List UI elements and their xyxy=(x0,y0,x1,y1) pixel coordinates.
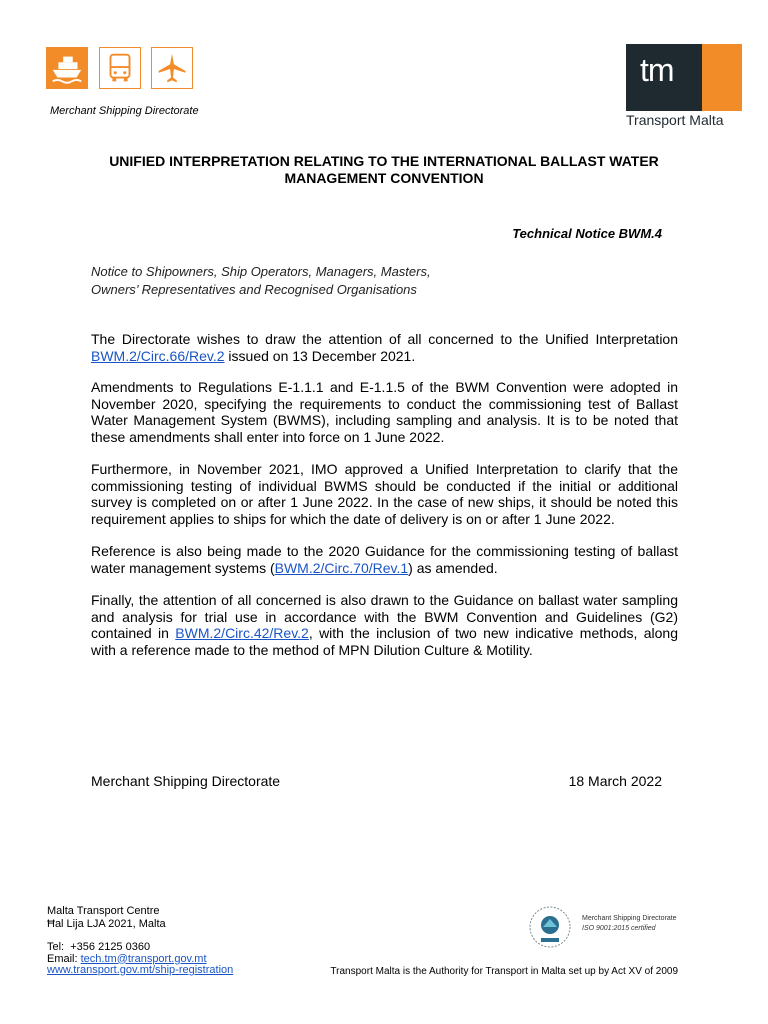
transport-malta-logo xyxy=(626,44,742,111)
airplane-icon xyxy=(151,47,193,89)
address-line2: Ħal Lija LJA 2021, Malta xyxy=(47,917,166,930)
logo-letters: tm xyxy=(640,52,674,88)
tel-value: +356 2125 0360 xyxy=(70,941,151,953)
authority-note: Transport Malta is the Authority for Transport in Malta set up by Act XV of 2009 xyxy=(330,966,678,977)
website-link[interactable]: www.transport.gov.mt/ship-registration xyxy=(47,964,234,976)
bus-icon xyxy=(99,47,141,89)
directorate-label: Merchant Shipping Directorate xyxy=(50,105,199,117)
email-label: Email: xyxy=(47,952,78,965)
notice-recipients xyxy=(91,263,431,299)
paragraph-3: Furthermore, in November 2021, IMO approved a Unified Interpretation to clarify that the commissioning testing of individual BWMS should be conducted if the initial or additional survey is completed on or after 1 June 2022. In the case of new ships, it should be noted this requirement applies to ships for which the date of delivery is on or after 1 June 2022. xyxy=(91,461,678,527)
document-title: UNIFIED INTERPRETATION RELATING TO THE INTERNATIONAL BALLAST WATER MANAGEMENT CONVENTION xyxy=(109,153,659,186)
p4-text-end: ) as amended. xyxy=(408,559,498,576)
p1-text-end: issued on 13 December 2021. xyxy=(224,347,416,364)
ship-icon xyxy=(46,47,88,89)
footer-address xyxy=(47,905,166,930)
paragraph-4 xyxy=(91,543,678,576)
link-bwm-circ42[interactable]: BWM.2/Circ.42/Rev.2 xyxy=(175,625,309,641)
notice-recipients-line2: Owners’ Representatives and Recognised Organisations xyxy=(91,282,417,297)
link-bwm-circ66[interactable]: BWM.2/Circ.66/Rev.2 xyxy=(91,347,225,364)
document-date: 18 March 2022 xyxy=(568,773,662,789)
email-link[interactable]: tech.tm@transport.gov.mt xyxy=(80,952,207,965)
paragraph-1 xyxy=(91,331,678,364)
logo-name: Transport Malta xyxy=(626,112,724,128)
certification-seal-icon xyxy=(528,905,572,949)
p4-text-start: Reference is also being made to the 2020 Guidance for the commissioning testing of ballast water management systems ( xyxy=(91,543,678,576)
link-bwm-circ70[interactable]: BWM.2/Circ.70/Rev.1 xyxy=(274,559,409,576)
paragraph-2: Amendments to Regulations E-1.1.1 and E-1.1.5 of the BWM Convention were adopted in November 2020, specifying the requirements to conduct the commissioning test of Ballast Water Management System (BWMS), including sampling and analysis. It is to be noted that these amendments shall enter into force on 1 June 2022. xyxy=(91,379,678,445)
p1-text-start: The Directorate wishes to draw the attention of all concerned to the Unified Interpretation xyxy=(91,331,678,347)
signature-directorate: Merchant Shipping Directorate xyxy=(91,773,281,789)
p5-text-end: , with the inclusion of two new indicative methods, along with a reference made to the method of MPN Dilution Culture & Motility. xyxy=(91,625,678,658)
notice-recipients-line1: Notice to Shipowners, Ship Operators, Managers, Masters, xyxy=(91,264,431,279)
paragraph-5 xyxy=(91,592,678,658)
footer-contact xyxy=(47,942,233,977)
notice-number: Technical Notice BWM.4 xyxy=(512,226,662,241)
p5-text-start: Finally, the attention of all concerned is also drawn to the Guidance on ballast water sampling and analysis for trial use in accordance with the BWM Convention and Guidelines (G2) contained in xyxy=(91,592,678,641)
cert-line1: Merchant Shipping Directorate xyxy=(582,915,677,922)
certification-text xyxy=(582,914,677,934)
cert-line2: ISO 9001:2015 certified xyxy=(582,925,656,932)
address-line1: Malta Transport Centre xyxy=(47,905,160,917)
tel-label: Tel: xyxy=(47,941,65,953)
